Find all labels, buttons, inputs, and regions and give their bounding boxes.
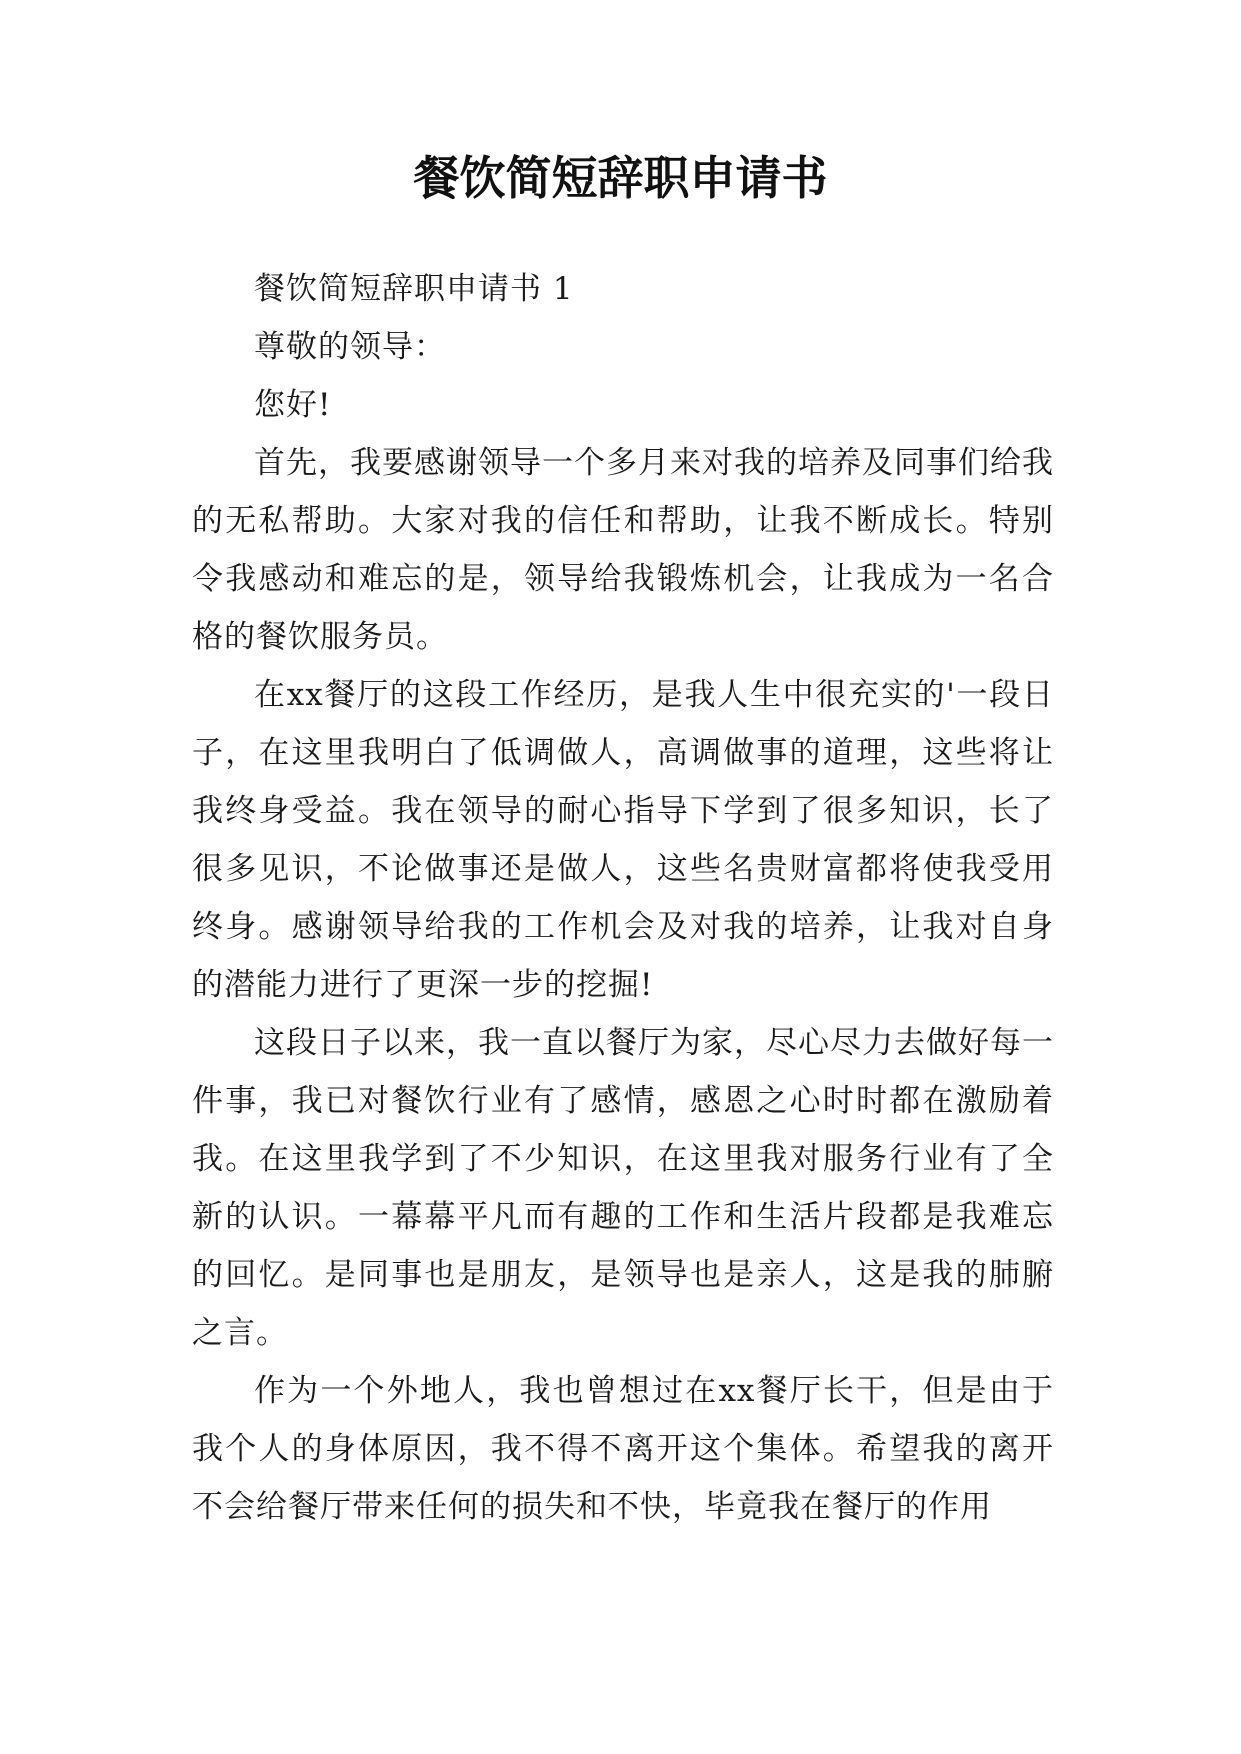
body-paragraph: 在xx餐厅的这段工作经历，是我人生中很充实的'一段日子，在这里我明白了低调做人，高调做事的道理，这些将让我终身受益。我在领导的耐心指导下学到了很多知识，长了很多见识，不论做事还是做人，这些名贵财富都将使我受用终身。感谢领导给我的工作机会及对我的培养，让我对自身的潜能力进行了更深一步的挖掘! (192, 677, 1054, 1003)
body-paragraph: 这段日子以来，我一直以餐厅为家，尽心尽力去做好每一件事，我已对餐饮行业有了感情，感恩之心时时都在激励着我。在这里我学到了不少知识，在这里我对服务行业有了全新的认识。一幕幕平凡而有趣的工作和生活片段都是我难忘的回忆。是同事也是朋友，是领导也是亲人，这是我的肺腑之言。 (192, 1025, 1054, 1351)
document-title: 餐饮简短辞职申请书 (413, 151, 828, 205)
greeting-paragraph: 您好! (254, 387, 332, 423)
subtitle-paragraph: 餐饮简短辞职申请书 1 (254, 271, 574, 307)
body-paragraph: 首先，我要感谢领导一个多月来对我的培养及同事们给我的无私帮助。大家对我的信任和帮助，让我不断成长。特别令我感动和难忘的是，领导给我锻炼机会，让我成为一名合格的餐饮服务员。 (192, 445, 1054, 655)
salutation-paragraph: 尊敬的领导： (254, 329, 446, 365)
document-body (192, 260, 1054, 1536)
body-paragraph: 作为一个外地人，我也曾想过在xx餐厅长干，但是由于我个人的身体原因，我不得不离开这个集体。希望我的离开不会给餐厅带来任何的损失和不快，毕竟我在餐厅的作用 (192, 1373, 1054, 1525)
